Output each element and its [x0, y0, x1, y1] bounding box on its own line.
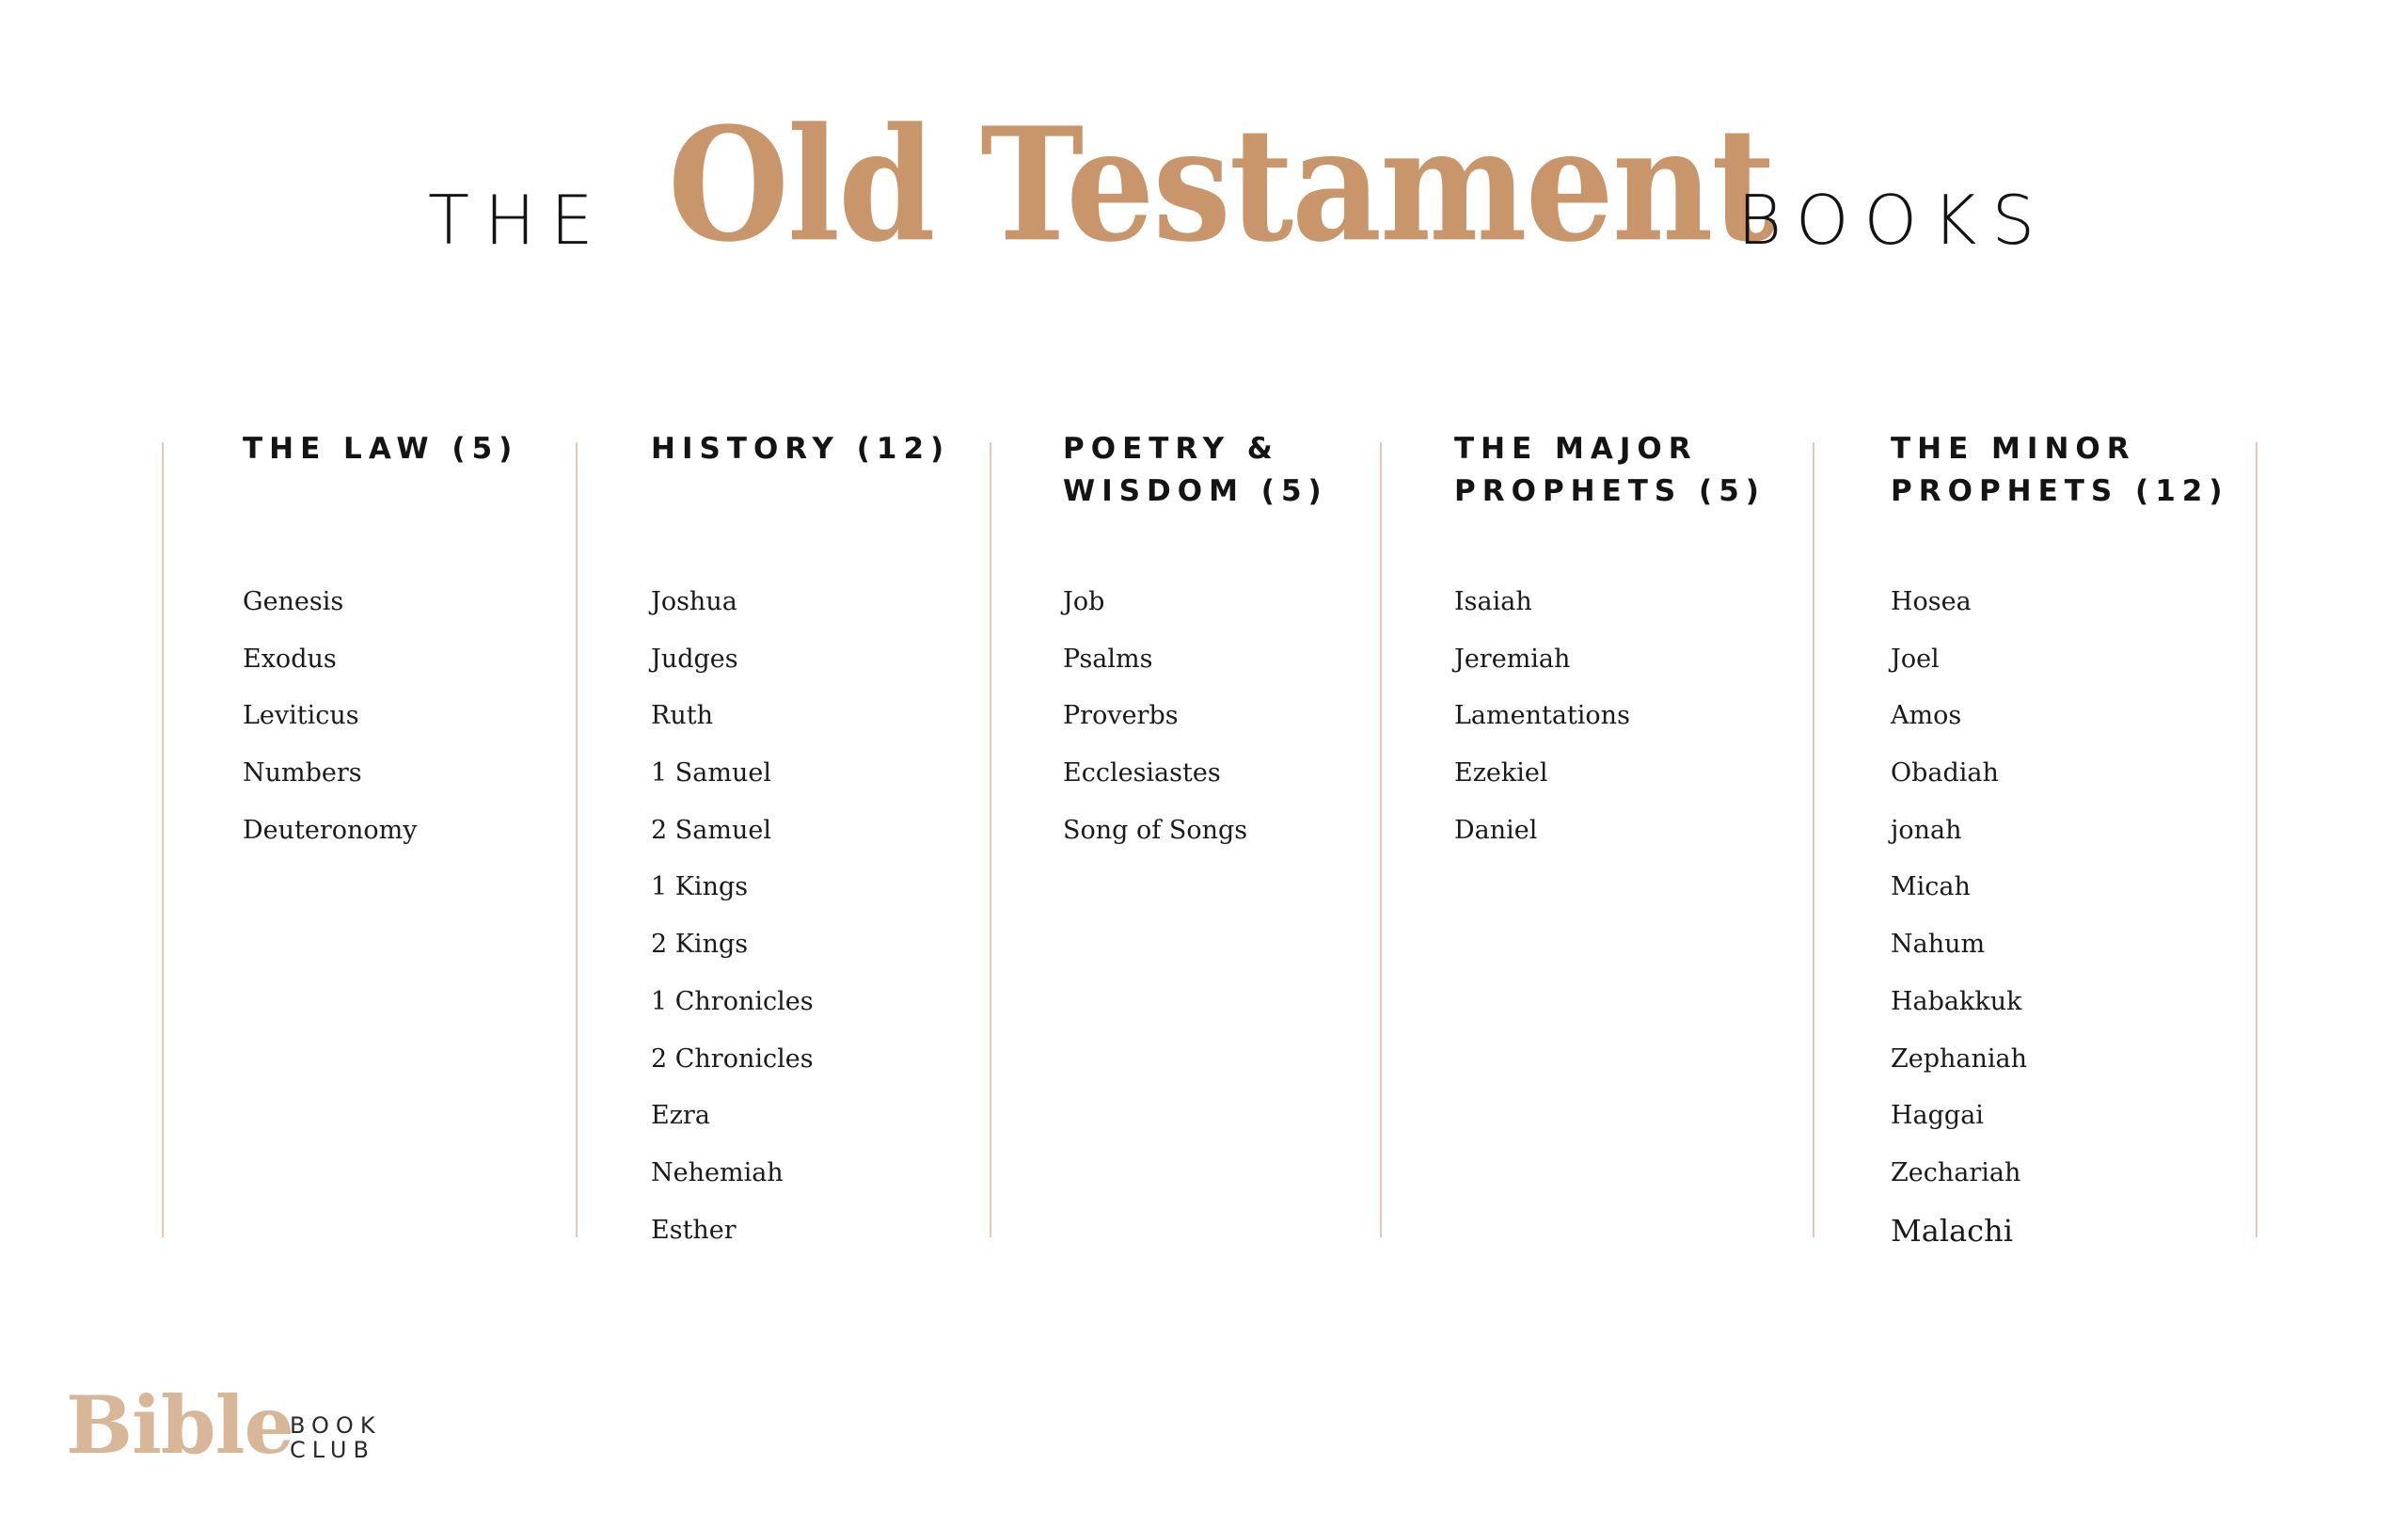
- book-item: Ezra: [651, 1101, 710, 1131]
- book-item: Malachi: [1891, 1212, 2013, 1249]
- book-item: Hosea: [1891, 587, 1972, 616]
- book-item: Psalms: [1063, 644, 1153, 674]
- book-item: jonah: [1891, 815, 1962, 845]
- book-item: Jeremiah: [1454, 644, 1571, 674]
- book-list: [651, 574, 814, 1259]
- book-item: Isaiah: [1454, 587, 1532, 616]
- book-item: Micah: [1891, 872, 1971, 902]
- book-item: Ruth: [651, 701, 713, 731]
- bible-book-club-logo: [66, 1378, 404, 1473]
- column-minor-prophets: [1891, 428, 2229, 1249]
- book-item: Joel: [1891, 644, 1940, 674]
- column-history: [651, 428, 951, 1245]
- book-item: 2 Chronicles: [651, 1043, 814, 1074]
- logo-line-book: BOOK: [290, 1412, 382, 1439]
- title-prefix: THE: [428, 181, 609, 260]
- column-divider: [1813, 442, 1814, 1237]
- book-item: Proverbs: [1063, 701, 1179, 731]
- book-item: Nahum: [1891, 930, 1986, 960]
- page-title: [0, 92, 2408, 277]
- book-item: Nehemiah: [651, 1157, 784, 1187]
- title-main: Old Testament: [668, 92, 1774, 277]
- book-item: Amos: [1891, 701, 1962, 731]
- book-item: Zephaniah: [1891, 1043, 2028, 1074]
- book-item: Obadiah: [1891, 758, 1999, 788]
- book-item: Daniel: [1454, 815, 1538, 845]
- title-suffix: BOOKS: [1737, 181, 2051, 260]
- book-item: Joshua: [651, 587, 737, 616]
- column-heading: THE MINOR PROPHETS (12): [1891, 432, 2229, 508]
- book-item: Leviticus: [243, 701, 359, 731]
- book-item: 1 Kings: [651, 872, 749, 902]
- column-divider: [576, 442, 578, 1237]
- column-heading: POETRY & WISDOM (5): [1063, 432, 1328, 508]
- column-heading: HISTORY (12): [651, 432, 951, 466]
- column-divider: [162, 442, 164, 1237]
- book-item: Job: [1063, 587, 1105, 616]
- book-item: 1 Chronicles: [651, 986, 814, 1016]
- book-item: 2 Kings: [651, 930, 749, 960]
- column-divider: [2256, 442, 2258, 1237]
- logo-line-club: CLUB: [290, 1437, 375, 1463]
- book-item: Judges: [651, 644, 738, 674]
- book-item: Zechariah: [1891, 1157, 2021, 1187]
- book-item: Song of Songs: [1063, 815, 1248, 845]
- column-divider: [1380, 442, 1382, 1237]
- book-list: [1063, 574, 1247, 859]
- book-item: Genesis: [243, 587, 344, 616]
- column-the-law: [243, 428, 519, 845]
- book-item: Ecclesiastes: [1063, 758, 1221, 788]
- book-item: Esther: [651, 1215, 737, 1245]
- book-item: Haggai: [1891, 1101, 1984, 1131]
- column-poetry-wisdom: [1063, 428, 1328, 845]
- book-item: Numbers: [243, 758, 362, 788]
- logo-wordmark: Bible: [66, 1378, 293, 1472]
- book-item: 1 Samuel: [651, 758, 771, 788]
- column-major-prophets: [1454, 428, 1766, 845]
- book-item: Ezekiel: [1454, 758, 1548, 788]
- book-item: Habakkuk: [1891, 986, 2022, 1016]
- book-list: [1454, 574, 1630, 859]
- column-heading: THE MAJOR PROPHETS (5): [1454, 432, 1766, 508]
- column-divider: [990, 442, 991, 1237]
- book-item: Deuteronomy: [243, 815, 418, 845]
- column-heading: THE LAW (5): [243, 432, 519, 466]
- book-item: Lamentations: [1454, 701, 1630, 731]
- book-list: [243, 574, 418, 859]
- book-list: [1891, 574, 2027, 1259]
- book-item: 2 Samuel: [651, 815, 771, 845]
- book-item: Exodus: [243, 644, 337, 674]
